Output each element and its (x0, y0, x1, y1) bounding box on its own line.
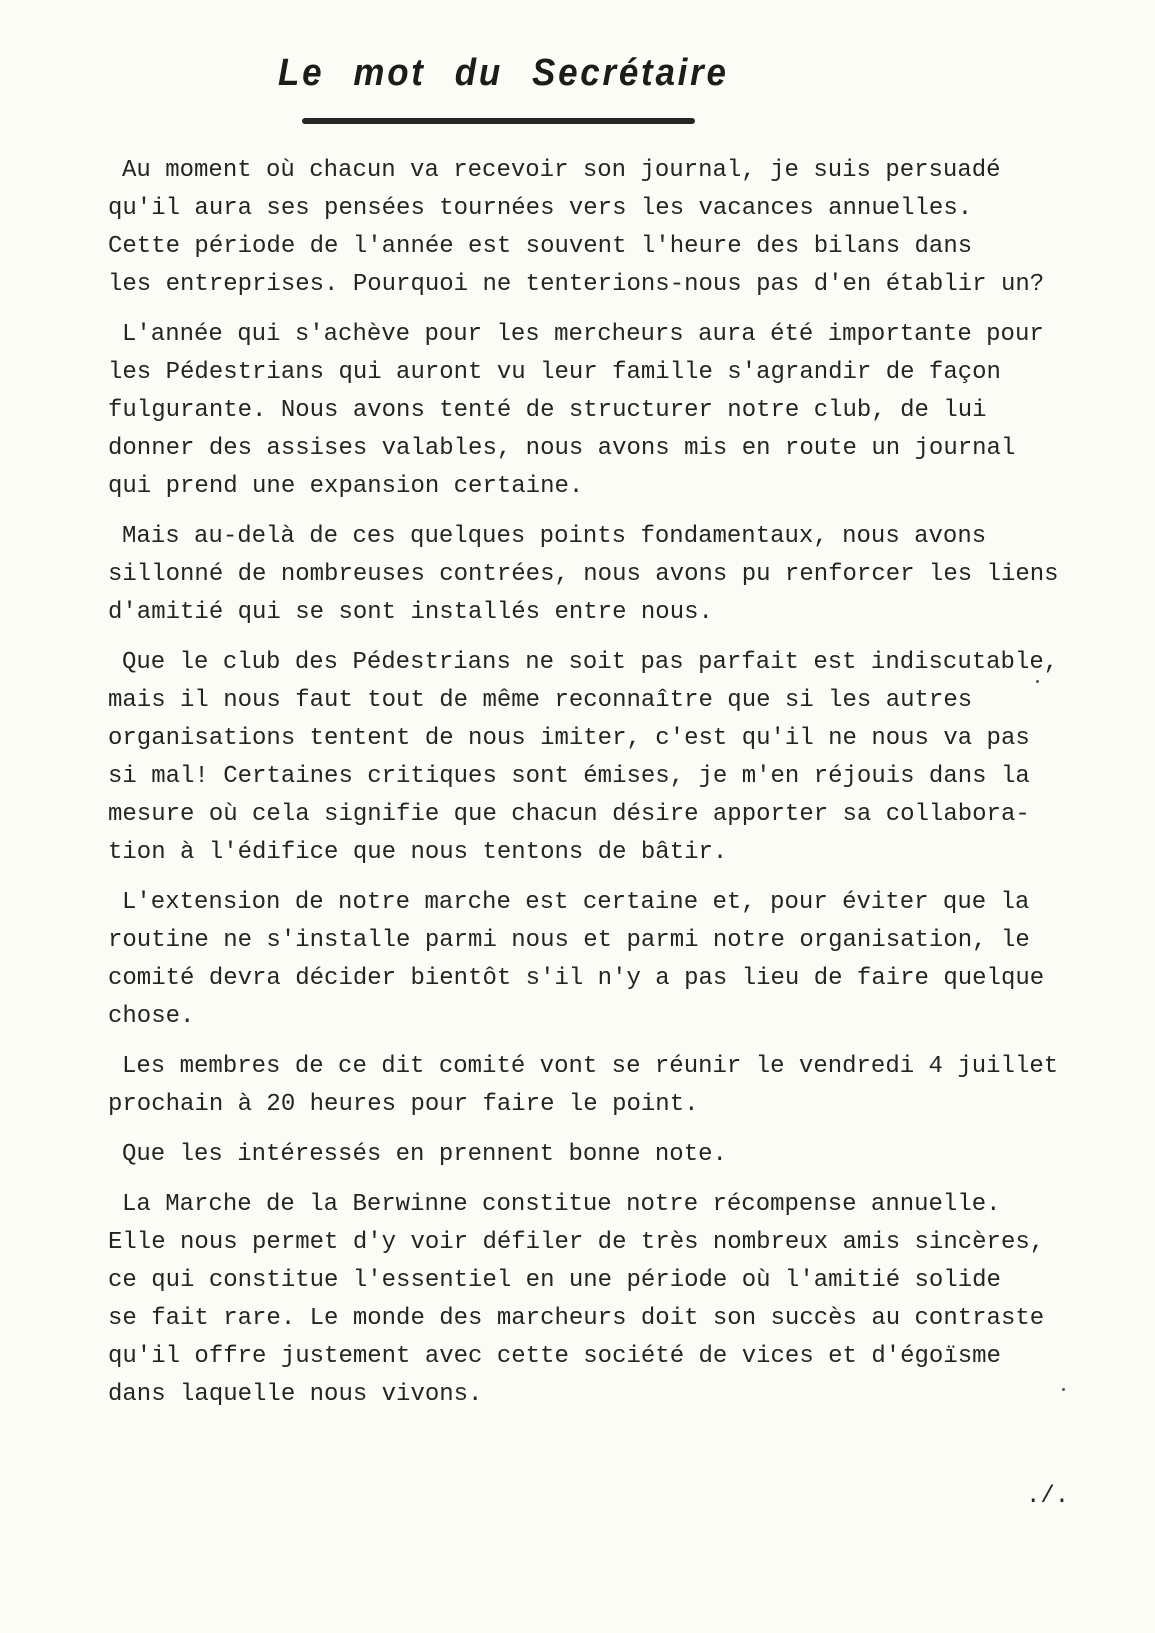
text-line: Que les intéressés en prennent bonne note. (122, 1141, 727, 1168)
text-line: fulgurante. Nous avons tenté de structurer notre club, de lui (108, 397, 987, 424)
text-line: Les membres de ce dit comité vont se réunir le vendredi 4 juillet (122, 1053, 1059, 1080)
text-line: La Marche de la Berwinne constitue notre récompense annuelle. (122, 1191, 1001, 1218)
paragraph (108, 316, 1148, 506)
paragraph (108, 1048, 1148, 1124)
text-line: qu'il offre justement avec cette société de vices et d'égoïsme (108, 1343, 1001, 1370)
text-line: sillonné de nombreuses contrées, nous avons pu renforcer les liens (108, 561, 1059, 588)
text-line: organisations tentent de nous imiter, c'est qu'il ne nous va pas (108, 725, 1030, 752)
text-line: dans laquelle nous vivons. (108, 1381, 483, 1408)
continuation-mark: ./. (1026, 1483, 1070, 1510)
text-line: se fait rare. Le monde des marcheurs doit son succès au contraste (108, 1305, 1045, 1332)
text-line: chose. (108, 1003, 195, 1030)
text-line: si mal! Certaines critiques sont émises, je m'en réjouis dans la (108, 763, 1030, 790)
text-line: Que le club des Pédestrians ne soit pas parfait est indiscutable, (122, 649, 1059, 676)
text-line: les Pédestrians qui auront vu leur famille s'agrandir de façon (108, 359, 1001, 386)
text-line: L'année qui s'achève pour les mercheurs aura été importante pour (122, 321, 1044, 348)
paragraph (108, 884, 1148, 1036)
stray-mark (1062, 1388, 1065, 1391)
paragraph (108, 152, 1148, 304)
text-line: comité devra décider bientôt s'il n'y a pas lieu de faire quelque (108, 965, 1045, 992)
text-line: d'amitié qui se sont installés entre nous. (108, 599, 713, 626)
text-line: prochain à 20 heures pour faire le point. (108, 1091, 699, 1118)
paragraph (108, 644, 1148, 872)
text-line: Au moment où chacun va recevoir son journal, je suis persuadé (122, 157, 1001, 184)
text-line: L'extension de notre marche est certaine et, pour éviter que la (122, 889, 1030, 916)
text-line: mesure où cela signifie que chacun désire apporter sa collabora- (108, 801, 1030, 828)
page-title: Le mot du Secrétaire (278, 52, 729, 94)
text-line: mais il nous faut tout de même reconnaître que si les autres (108, 687, 973, 714)
text-line: donner des assises valables, nous avons mis en route un journal (108, 435, 1016, 462)
paragraph (108, 1186, 1148, 1414)
text-line: qui prend une expansion certaine. (108, 473, 584, 500)
article-body (108, 152, 1148, 1426)
title-underline (302, 118, 695, 124)
text-line: tion à l'édifice que nous tentons de bâtir. (108, 839, 728, 866)
text-line: Cette période de l'année est souvent l'heure des bilans dans (108, 233, 973, 260)
paragraph (108, 518, 1148, 632)
text-line: qu'il aura ses pensées tournées vers les vacances annuelles. (108, 195, 973, 222)
paragraph (108, 1136, 1148, 1174)
text-line: ce qui constitue l'essentiel en une période où l'amitié solide (108, 1267, 1001, 1294)
text-line: Elle nous permet d'y voir défiler de très nombreux amis sincères, (108, 1229, 1045, 1256)
text-line: Mais au-delà de ces quelques points fondamentaux, nous avons (122, 523, 987, 550)
stray-mark (1036, 680, 1039, 683)
text-line: routine ne s'installe parmi nous et parmi notre organisation, le (108, 927, 1030, 954)
text-line: les entreprises. Pourquoi ne tenterions-nous pas d'en établir un? (108, 271, 1045, 298)
